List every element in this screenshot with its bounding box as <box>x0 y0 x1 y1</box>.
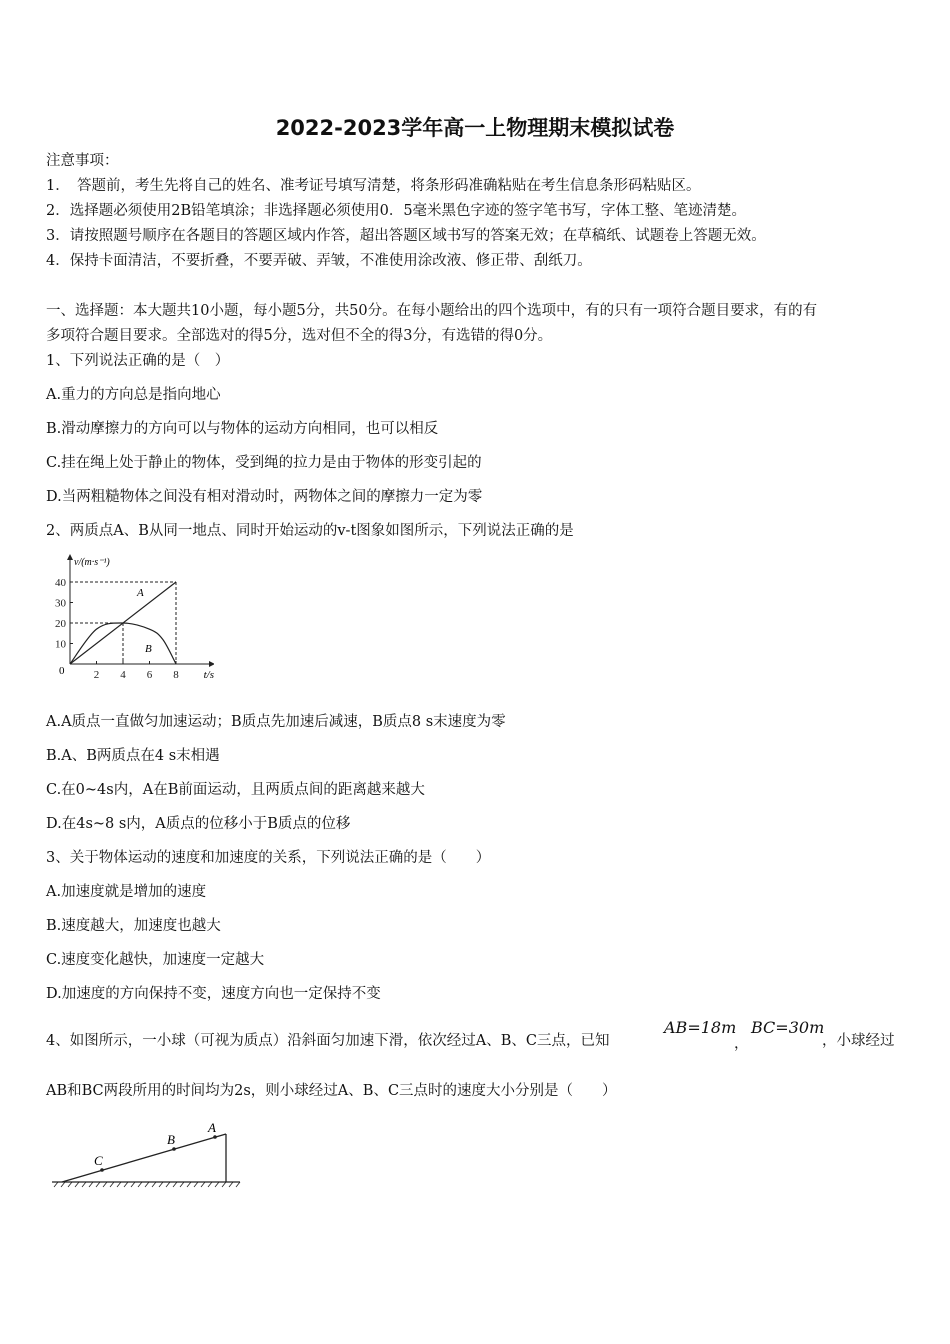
page-title: 2022-2023学年高一上物理期末模拟试卷 <box>275 116 675 140</box>
point-c <box>100 1168 104 1172</box>
notice-item-3: 3．请按照题号顺序在各题目的答题区域内作答，超出答题区域书写的答案无效；在草稿纸、试题卷上答题无效。 <box>46 228 766 244</box>
question-4-bc-length: BC=30m <box>751 1018 825 1037</box>
graph-origin: 0 <box>59 665 65 677</box>
question-2-option-d: D.在4s~8 s内，A质点的位移小于B质点的位移 <box>46 816 351 832</box>
question-3-stem: 3、关于物体运动的速度和加速度的关系，下列说法正确的是（ ） <box>46 850 491 866</box>
question-1-option-b: B.滑动摩擦力的方向可以与物体的运动方向相同，也可以相反 <box>46 421 439 437</box>
graph-ylabel: v/(m·s⁻¹) <box>74 557 110 568</box>
graph-y-tick-label: 30 <box>55 597 66 610</box>
graph-x-tick-label: 6 <box>146 669 153 681</box>
graph-y-tick-label: 10 <box>55 638 66 651</box>
graph-y-arrow <box>67 554 73 560</box>
notice-item-1: 1． 答题前，考生先将自己的姓名、准考证号填写清楚，将条形码准确粘贴在考生信息条形码粘贴区。 <box>46 178 701 194</box>
vt-graph <box>44 550 214 688</box>
question-3-option-b: B.速度越大，加速度也越大 <box>46 918 221 934</box>
graph-y-tick-label: 20 <box>55 618 66 630</box>
section-instruction-line-1: 一、选择题：本大题共10小题，每小题5分，共50分。在每小题给出的四个选项中，有的只有一项符合题目要求，有的有 <box>46 303 818 319</box>
label-c: C <box>94 1153 103 1168</box>
question-4-ab-length: AB=18m <box>664 1018 737 1037</box>
notice-item-2: 2．选择题必须使用2B铅笔填涂；非选择题必须使用0．5毫米黑色字迹的签字笔书写，字体工整、笔迹清楚。 <box>46 203 747 219</box>
ground-hatching <box>54 1182 240 1187</box>
graph-x-tick-label: 4 <box>120 669 126 681</box>
question-1-option-a: A.重力的方向总是指向地心 <box>46 387 221 403</box>
question-4-stem-line-2: AB和BC两段所用的时间均为2s，则小球经过A、B、C三点时的速度大小分别是（ ） <box>46 1083 617 1099</box>
question-4-comma: ， <box>734 1036 749 1052</box>
question-2-option-c: C.在0~4s内，A在B前面运动，且两质点间的距离越来越大 <box>46 782 425 798</box>
graph-x-tick-label: 8 <box>173 669 179 681</box>
question-2-stem: 2、两质点A、B从同一地点、同时开始运动的v-t图象如图所示，下列说法正确的是 <box>46 523 574 539</box>
section-instruction-line-2: 多项符合题目要求。全部选对的得5分，选对但不全的得3分，有选错的得0分。 <box>46 328 553 344</box>
question-3-option-a: A.加速度就是增加的速度 <box>46 884 207 900</box>
label-a: A <box>208 1120 216 1135</box>
question-3-option-d: D.加速度的方向保持不变，速度方向也一定保持不变 <box>46 986 381 1002</box>
notice-heading: 注意事项： <box>46 153 119 169</box>
question-1-option-c: C.挂在绳上处于静止的物体，受到绳的拉力是由于物体的形变引起的 <box>46 455 482 471</box>
question-1-option-d: D.当两粗糙物体之间没有相对滑动时，两物体之间的摩擦力一定为零 <box>46 489 483 505</box>
question-1-stem: 1、下列说法正确的是（ ） <box>46 353 230 369</box>
graph-x-arrow <box>209 661 214 667</box>
incline-figure <box>48 1118 248 1190</box>
label-b: B <box>167 1132 175 1147</box>
graph-xlabel: t/s <box>203 669 214 681</box>
question-2-option-a: A.A质点一直做匀加速运动；B质点先加速后减速，B质点8 s末速度为零 <box>46 714 506 730</box>
graph-x-tick-label: 2 <box>93 669 100 681</box>
graph-y-tick-label: 40 <box>55 577 66 589</box>
point-b <box>172 1147 176 1151</box>
graph-label-a: A <box>137 587 144 599</box>
incline-slope <box>62 1134 226 1182</box>
question-3-option-c: C.速度变化越快，加速度一定越大 <box>46 952 265 968</box>
point-a <box>213 1135 217 1139</box>
question-4-stem-part-1: 4、如图所示，一小球（可视为质点）沿斜面匀加速下滑，依次经过A、B、C三点，已知 <box>46 1033 610 1049</box>
notice-item-4: 4．保持卡面清洁，不要折叠，不要弄破、弄皱，不准使用涂改液、修正带、刮纸刀。 <box>46 253 592 269</box>
question-2-option-b: B.A、B两质点在4 s末相遇 <box>46 748 220 764</box>
question-4-stem-part-2: ，小球经过 <box>822 1033 895 1049</box>
graph-label-b: B <box>145 643 152 655</box>
